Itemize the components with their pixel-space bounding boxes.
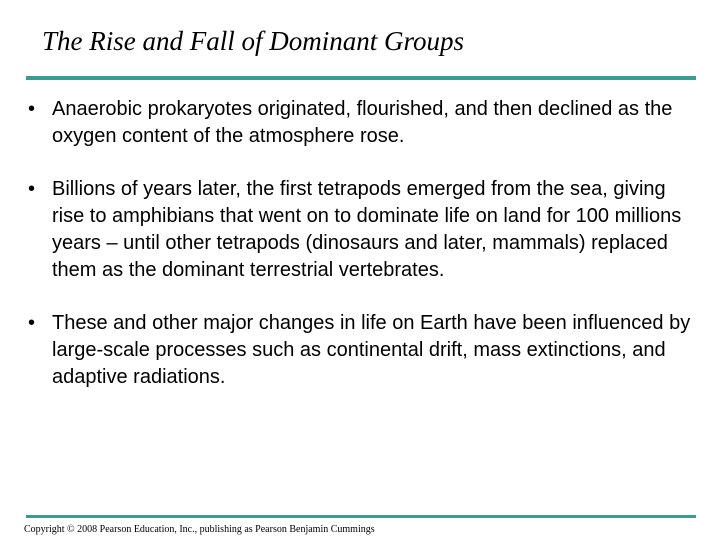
- bullet-dot: •: [28, 98, 36, 120]
- bullet-item: [28, 96, 698, 150]
- bullet-text: These and other major changes in life on Earth have been influenced by large-scale processes such as continental drift, mass extinctions, and adaptive radiations.: [52, 312, 691, 388]
- title-divider: [26, 76, 696, 80]
- bullet-dot: •: [28, 312, 36, 334]
- bullet-list: [28, 96, 698, 391]
- bullet-item: [28, 310, 698, 391]
- bullet-item: [28, 176, 698, 284]
- bullet-text: Anaerobic prokaryotes originated, flourished, and then declined as the oxygen content of the atmosphere rose.: [52, 98, 673, 147]
- bullet-text: Billions of years later, the first tetrapods emerged from the sea, giving rise to amphibians that went on to dominate life on land for 100 millions years – until other tetrapods (dinosaurs and later, mammals) replaced them as the dominant terrestrial vertebrates.: [52, 178, 682, 281]
- slide-title: The Rise and Fall of Dominant Groups: [42, 26, 464, 56]
- footer-divider: [26, 515, 696, 518]
- bullet-dot: •: [28, 178, 36, 200]
- copyright-footer: Copyright © 2008 Pearson Education, Inc., publishing as Pearson Benjamin Cummings: [24, 524, 375, 535]
